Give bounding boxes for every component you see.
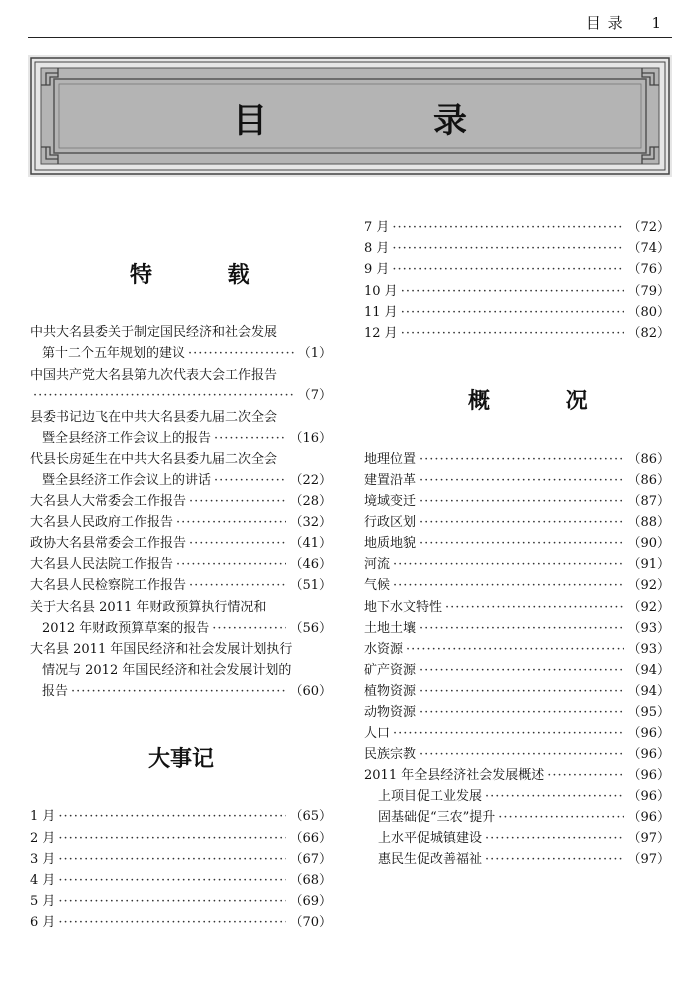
toc-entry-label: 境域变迁 xyxy=(364,494,417,509)
toc-entry-page: （7） xyxy=(297,388,332,403)
toc-entry-page: （66） xyxy=(289,831,332,846)
toc-entry-label: 暨全县经济工作会议上的报告 xyxy=(42,431,212,446)
toc-entry[interactable] xyxy=(364,724,670,744)
toc-entry-page: （93） xyxy=(627,642,670,657)
toc-entry-label: 行政区划 xyxy=(364,515,417,530)
leader-dots xyxy=(419,471,624,491)
leader-dots xyxy=(58,850,286,870)
toc-entry[interactable] xyxy=(30,555,332,575)
leader-dots xyxy=(419,682,624,702)
running-head-title: 目 录 xyxy=(585,14,624,32)
toc-entry-page: （80） xyxy=(627,305,670,320)
leader-dots xyxy=(401,282,625,302)
toc-subentry[interactable] xyxy=(378,850,670,870)
toc-entry-page: （67） xyxy=(289,852,332,867)
toc-entry-page: （91） xyxy=(627,557,670,572)
leader-dots xyxy=(33,386,295,406)
running-head-page: 1 xyxy=(651,14,662,32)
leader-dots xyxy=(58,892,286,912)
toc-entry-month[interactable] xyxy=(364,260,670,280)
toc-entry-label: 第十二个五年规划的建议 xyxy=(42,346,186,361)
leader-dots xyxy=(485,850,624,870)
toc-entry-month[interactable] xyxy=(364,282,670,302)
toc-entry-page: （92） xyxy=(627,578,670,593)
leader-dots xyxy=(189,576,286,596)
toc-entry[interactable] xyxy=(364,619,670,639)
toc-subentry[interactable] xyxy=(378,808,670,828)
leader-dots xyxy=(392,260,624,280)
toc-entry-page: （46） xyxy=(289,557,332,572)
toc-entry-text: 中国共产党大名县第九次代表大会工作报告 xyxy=(30,368,278,383)
toc-entry-label: 气候 xyxy=(364,578,391,593)
leader-dots xyxy=(58,807,286,827)
toc-entry-page: （68） xyxy=(289,873,332,888)
toc-entry-page: （28） xyxy=(289,494,332,509)
toc-entry-label: 水资源 xyxy=(364,642,404,657)
toc-entry[interactable] xyxy=(42,619,332,639)
toc-entry-label: 动物资源 xyxy=(364,705,417,720)
toc-entry-text: 县委书记边飞在中共大名县委九届二次全会 xyxy=(30,410,278,425)
toc-entry-page: （96） xyxy=(627,768,670,783)
toc-entry-text: 关于大名县 2011 年财政预算执行情况和 xyxy=(30,600,267,615)
leader-dots xyxy=(392,239,624,259)
toc-entry-page: （1） xyxy=(297,346,332,361)
toc-entry-page: （87） xyxy=(627,494,670,509)
toc-entry-page: （41） xyxy=(289,536,332,551)
toc-entry-month[interactable] xyxy=(30,892,332,912)
toc-entry-label: 大名县人民检察院工作报告 xyxy=(30,578,187,593)
toc-entry-month[interactable] xyxy=(364,303,670,323)
toc-entry-page: （96） xyxy=(627,789,670,804)
toc-entry-page: （94） xyxy=(627,684,670,699)
toc-entry[interactable] xyxy=(364,513,670,533)
toc-entry-page: （16） xyxy=(289,431,332,446)
toc-entry[interactable] xyxy=(364,492,670,512)
toc-entry-text: 中共大名县委关于制定国民经济和社会发展 xyxy=(30,325,278,340)
toc-entry-page: （74） xyxy=(627,241,670,256)
toc-entry-page: （72） xyxy=(627,220,670,235)
toc-entry-page: （90） xyxy=(627,536,670,551)
toc-entry[interactable] xyxy=(364,745,670,765)
toc-entry-label: 政协大名县常委会工作报告 xyxy=(30,536,187,551)
toc-entry-page: （86） xyxy=(627,473,670,488)
toc-entry-month[interactable] xyxy=(364,218,670,238)
toc-entry-label: 民族宗教 xyxy=(364,747,417,762)
toc-entry-page: （97） xyxy=(627,831,670,846)
toc-entry[interactable] xyxy=(364,598,670,618)
section-title-events: 大事记 xyxy=(148,746,215,772)
toc-entry-month[interactable] xyxy=(364,324,670,344)
toc-entry-month[interactable] xyxy=(30,871,332,891)
leader-dots xyxy=(547,766,624,786)
leader-dots xyxy=(212,619,286,639)
running-head xyxy=(586,12,662,33)
toc-entry-page: （97） xyxy=(627,852,670,867)
leader-dots xyxy=(401,324,625,344)
month-label: 6 月 xyxy=(30,915,56,930)
leader-dots xyxy=(392,218,624,238)
toc-entry-label: 2011 年全县经济社会发展概述 xyxy=(364,768,545,783)
toc-entry-month[interactable] xyxy=(30,807,332,827)
leader-dots xyxy=(214,429,286,449)
toc-entry-label: 大名县人民法院工作报告 xyxy=(30,557,174,572)
toc-entry-page: （69） xyxy=(289,894,332,909)
toc-entry-label: 上项目促工业发展 xyxy=(378,789,483,804)
leader-dots xyxy=(393,576,624,596)
month-label: 2 月 xyxy=(30,831,56,846)
month-label: 9 月 xyxy=(364,262,390,277)
leader-dots xyxy=(176,513,286,533)
toc-entry-text: 大名县 2011 年国民经济和社会发展计划执行 xyxy=(30,642,293,657)
leader-dots xyxy=(419,661,624,681)
toc-entry-label: 2012 年财政预算草案的报告 xyxy=(42,621,210,636)
toc-entry-page: （96） xyxy=(627,726,670,741)
toc-entry-label: 土地土壤 xyxy=(364,621,417,636)
toc-entry-label: 暨全县经济工作会议上的讲话 xyxy=(42,473,212,488)
header-rule xyxy=(28,37,672,38)
toc-entry-label: 地理位置 xyxy=(364,452,417,467)
month-label: 11 月 xyxy=(364,305,398,320)
leader-dots xyxy=(58,913,286,933)
toc-entry[interactable] xyxy=(364,471,670,491)
toc-entry-page: （79） xyxy=(627,284,670,299)
toc-entry-page: （96） xyxy=(627,810,670,825)
toc-entry[interactable] xyxy=(364,703,670,723)
toc-subentry[interactable] xyxy=(378,829,670,849)
leader-dots xyxy=(189,534,286,554)
toc-entry-page: （51） xyxy=(289,578,332,593)
toc-entry-label: 惠民生促改善福祉 xyxy=(378,852,483,867)
toc-entry-month[interactable] xyxy=(30,913,332,933)
toc-entry-label: 河流 xyxy=(364,557,391,572)
leader-dots xyxy=(58,871,286,891)
toc-entry-page: （32） xyxy=(289,515,332,530)
banner-title xyxy=(28,55,672,177)
toc-entry-page: （70） xyxy=(289,915,332,930)
toc-entry[interactable] xyxy=(42,682,332,702)
section-title-overview: 概 况 xyxy=(468,388,622,414)
toc-entry-month[interactable] xyxy=(364,239,670,259)
leader-dots xyxy=(393,555,624,575)
toc-entry-page: （22） xyxy=(289,473,332,488)
leader-dots xyxy=(188,344,295,364)
toc-entry-label: 固基础促“三农”提升 xyxy=(378,810,496,825)
toc-entry[interactable] xyxy=(364,555,670,575)
leader-dots xyxy=(419,534,624,554)
leader-dots xyxy=(419,619,624,639)
leader-dots xyxy=(419,450,624,470)
leader-dots xyxy=(401,303,625,323)
leader-dots xyxy=(445,598,624,618)
toc-entry[interactable] xyxy=(30,576,332,596)
toc-entry-page: （82） xyxy=(627,326,670,341)
leader-dots xyxy=(485,829,624,849)
month-label: 3 月 xyxy=(30,852,56,867)
toc-entry[interactable] xyxy=(30,386,332,406)
toc-entry-page: （88） xyxy=(627,515,670,530)
leader-dots xyxy=(58,829,286,849)
month-label: 7 月 xyxy=(364,220,390,235)
toc-entry-text: 代县长房延生在中共大名县委九届二次全会 xyxy=(30,452,278,467)
leader-dots xyxy=(485,787,624,807)
section-title-special: 特 载 xyxy=(130,262,284,288)
toc-entry-label: 上水平促城镇建设 xyxy=(378,831,483,846)
toc-entry-label: 人口 xyxy=(364,726,391,741)
leader-dots xyxy=(176,555,286,575)
leader-dots xyxy=(393,724,624,744)
toc-entry-page: （92） xyxy=(627,600,670,615)
toc-entry-page: （94） xyxy=(627,663,670,678)
leader-dots xyxy=(71,682,286,702)
banner-title-char-1: 目 xyxy=(233,101,267,141)
toc-entry-label: 地质地貌 xyxy=(364,536,417,551)
toc-entry-label: 报告 xyxy=(42,684,69,699)
month-label: 10 月 xyxy=(364,284,398,299)
toc-entry-page: （96） xyxy=(627,747,670,762)
toc-entry-label: 植物资源 xyxy=(364,684,417,699)
toc-entry-page: （65） xyxy=(289,809,332,824)
toc-entry[interactable] xyxy=(42,471,332,491)
toc-entry-page: （86） xyxy=(627,452,670,467)
toc-entry-page: （76） xyxy=(627,262,670,277)
leader-dots xyxy=(419,703,624,723)
toc-entry[interactable] xyxy=(42,429,332,449)
month-label: 8 月 xyxy=(364,241,390,256)
leader-dots xyxy=(189,492,286,512)
month-label: 5 月 xyxy=(30,894,56,909)
toc-entry[interactable] xyxy=(364,450,670,470)
toc-entry-page: （60） xyxy=(289,684,332,699)
toc-entry-label: 建置沿革 xyxy=(364,473,417,488)
toc-entry[interactable] xyxy=(30,513,332,533)
leader-dots xyxy=(214,471,286,491)
toc-entry[interactable] xyxy=(364,640,670,660)
leader-dots xyxy=(419,492,624,512)
toc-entry-month[interactable] xyxy=(30,829,332,849)
month-label: 1 月 xyxy=(30,809,56,824)
toc-entry[interactable] xyxy=(364,682,670,702)
toc-entry-label: 矿产资源 xyxy=(364,663,417,678)
leader-dots xyxy=(406,640,624,660)
toc-entry[interactable] xyxy=(30,492,332,512)
toc-entry-label: 大名县人民政府工作报告 xyxy=(30,515,174,530)
toc-entry-text: 情况与 2012 年国民经济和社会发展计划的 xyxy=(42,663,292,678)
toc-subentry[interactable] xyxy=(378,787,670,807)
toc-entry[interactable] xyxy=(42,344,332,364)
toc-entry-month[interactable] xyxy=(30,850,332,870)
toc-entry[interactable] xyxy=(30,534,332,554)
banner-title-char-2: 录 xyxy=(433,101,467,141)
toc-entry-page: （93） xyxy=(627,621,670,636)
toc-entry-page: （95） xyxy=(627,705,670,720)
toc-entry[interactable] xyxy=(364,576,670,596)
leader-dots xyxy=(419,745,624,765)
month-label: 12 月 xyxy=(364,326,398,341)
leader-dots xyxy=(498,808,624,828)
month-label: 4 月 xyxy=(30,873,56,888)
toc-entry-page: （56） xyxy=(289,621,332,636)
toc-entry[interactable] xyxy=(364,661,670,681)
toc-entry-label: 地下水文特性 xyxy=(364,600,443,615)
toc-entry[interactable] xyxy=(364,534,670,554)
toc-entry[interactable] xyxy=(364,766,670,786)
toc-entry-label: 大名县人大常委会工作报告 xyxy=(30,494,187,509)
leader-dots xyxy=(419,513,624,533)
